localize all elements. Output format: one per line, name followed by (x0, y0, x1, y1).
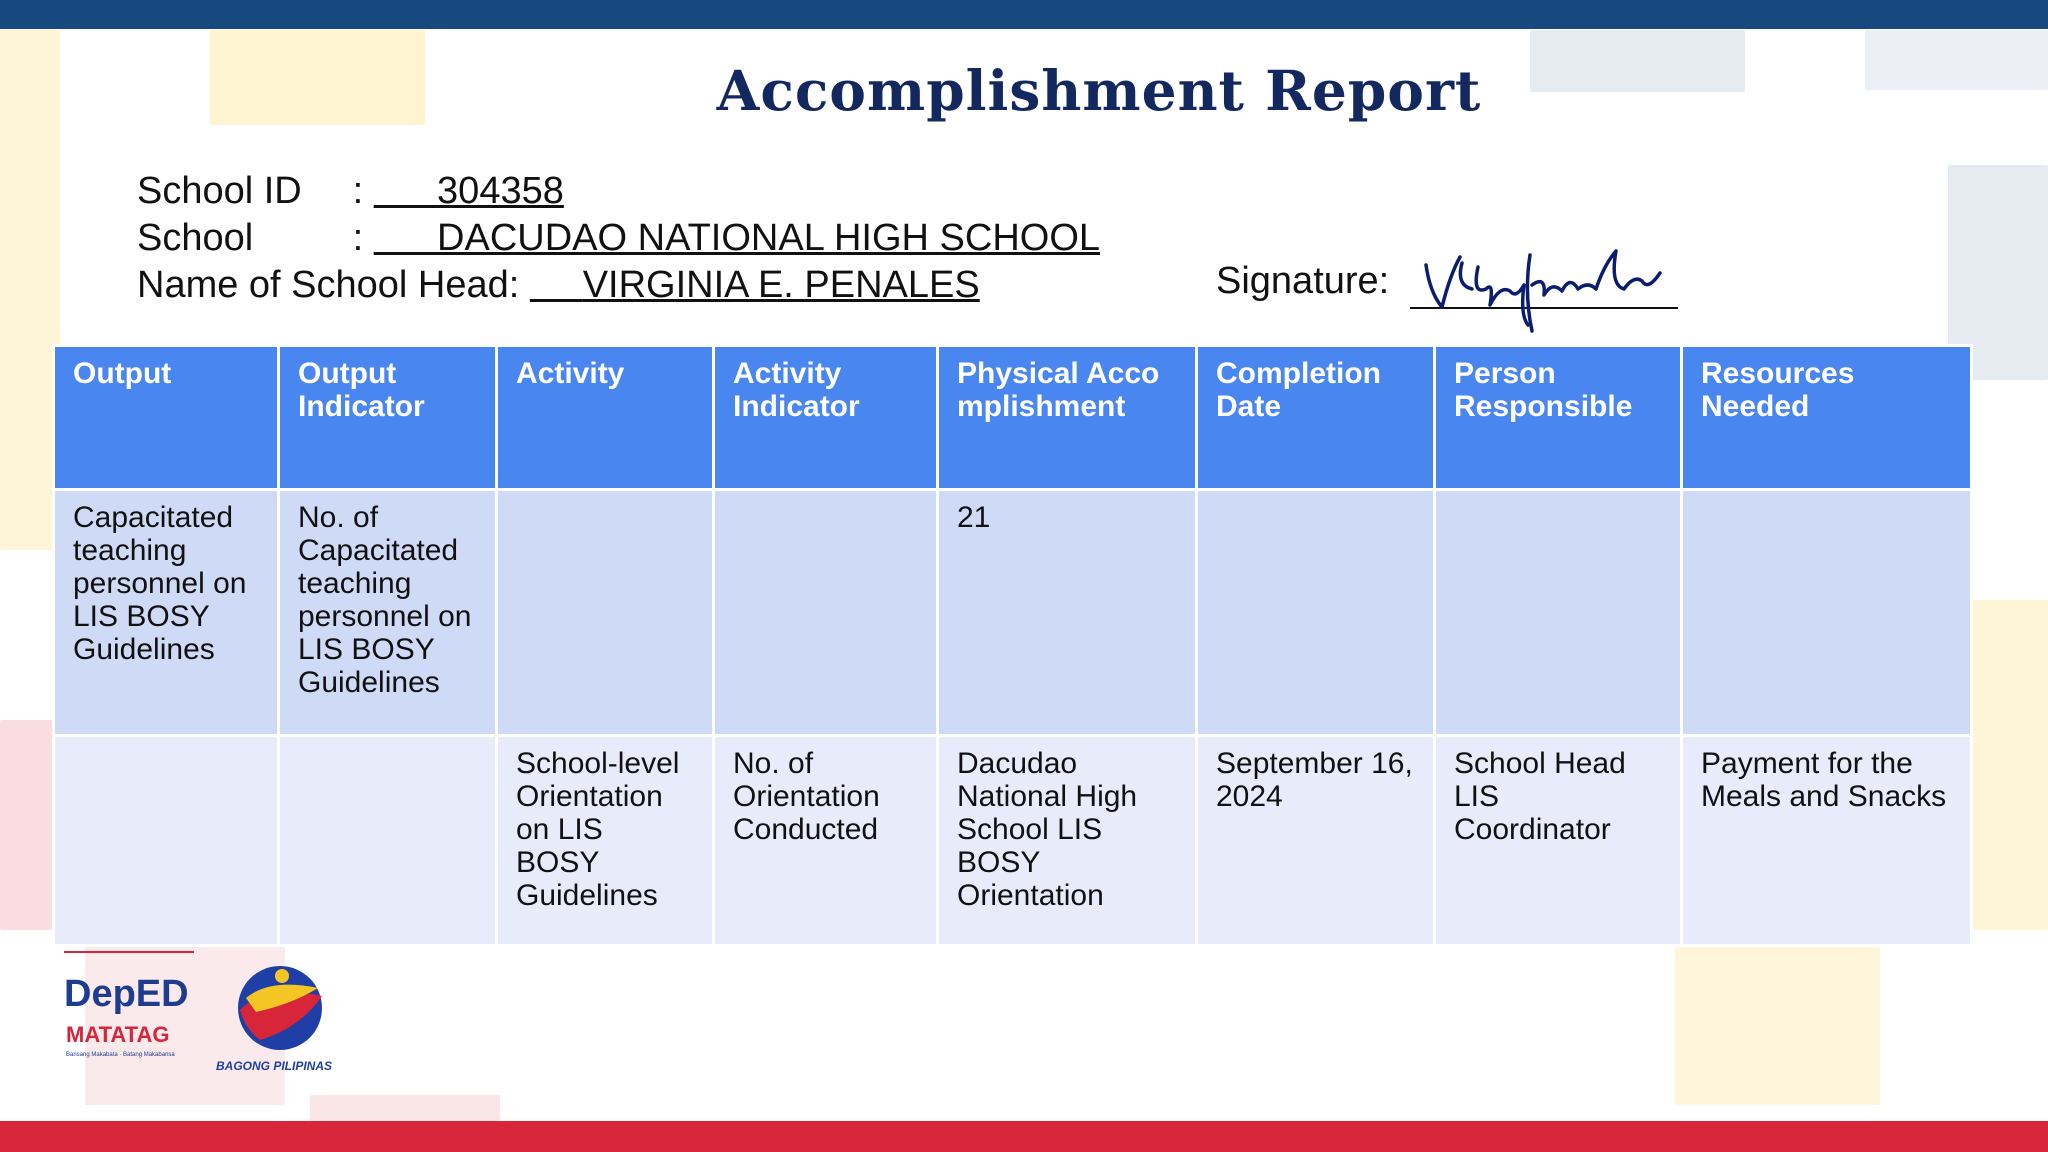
table-header-row (54, 346, 1972, 490)
table-row (54, 736, 1972, 946)
table-cell (1435, 490, 1682, 736)
school-label: School (137, 217, 254, 259)
school-row (137, 217, 1100, 260)
table-cell: Dacudao National High School LIS BOSY Orientation (938, 736, 1197, 946)
deped-logo-text: DepED (64, 973, 189, 1015)
table-cell: Payment for the Meals and Snacks (1682, 736, 1972, 946)
header-output: Output (54, 346, 279, 490)
header-activity-indicator: Activity Indicator (714, 346, 938, 490)
table-cell (54, 736, 279, 946)
table-cell: School-level Orientation on LIS BOSY Guidelines (497, 736, 714, 946)
table-cell (1682, 490, 1972, 736)
matatag-logo-text: MATATAG (66, 1022, 170, 1047)
school-id-sep: : (352, 170, 364, 212)
deped-matatag-logo (64, 952, 194, 1058)
school-head-value: VIRGINIA E. PENALES (582, 264, 980, 306)
table-cell: September 16, 2024 (1197, 736, 1435, 946)
logos-area (60, 948, 360, 1078)
header-output-indicator: Output Indicator (279, 346, 497, 490)
signature-label: Signature: (1216, 260, 1390, 302)
bottom-banner-bar (0, 1121, 2048, 1152)
table-row (54, 490, 1972, 736)
school-sep: : (352, 217, 364, 259)
school-head-row (137, 264, 980, 307)
signature-mark (1420, 245, 1680, 335)
header-resources-needed: Resources Needed (1682, 346, 1972, 490)
header-physical-accomplishment: Physical Accomplishment (938, 346, 1197, 490)
decor-square (310, 1095, 500, 1121)
table-cell (497, 490, 714, 736)
deped-tagline-text: Bansang Makabata · Batang Makabansa (66, 1052, 175, 1058)
top-banner-bar (0, 0, 2048, 29)
table-cell (1197, 490, 1435, 736)
table-cell (279, 736, 497, 946)
school-id-label: School ID (137, 170, 302, 212)
decor-square (1970, 600, 2048, 930)
header-person-responsible: Person Responsible (1435, 346, 1682, 490)
table-cell: No. of Capacitated teaching personnel on LIS BOSY Guidelines (279, 490, 497, 736)
decor-square (0, 720, 55, 930)
accomplishment-table (52, 344, 1973, 947)
header-completion-date: Completion Date (1197, 346, 1435, 490)
table-cell: No. of Orientation Conducted (714, 736, 938, 946)
bagong-pilipinas-text: BAGONG PILIPINAS (216, 1059, 333, 1073)
table-cell: Capacitated teaching personnel on LIS BOSY Guidelines (54, 490, 279, 736)
table-cell (714, 490, 938, 736)
table-cell: School Head LIS Coordinator (1435, 736, 1682, 946)
header-activity: Activity (497, 346, 714, 490)
table-cell: 21 (938, 490, 1197, 736)
school-head-label: Name of School Head: (137, 264, 520, 306)
page-title: Accomplishment Report (716, 58, 1482, 123)
bagong-pilipinas-logo (216, 966, 332, 1073)
school-id-value: 304358 (437, 170, 564, 212)
decor-square (1675, 940, 1880, 1105)
school-id-row (137, 170, 564, 213)
school-value: DACUDAO NATIONAL HIGH SCHOOL (437, 217, 1101, 259)
